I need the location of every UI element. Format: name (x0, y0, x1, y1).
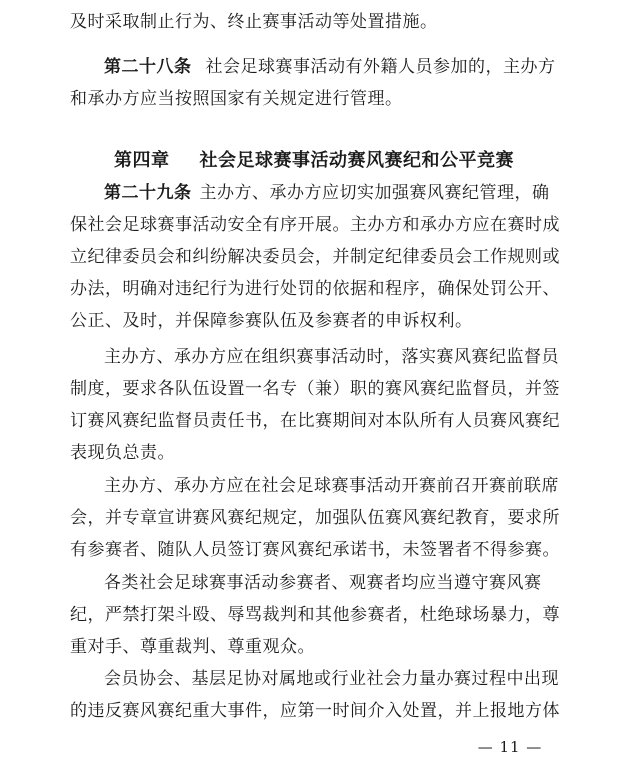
article-29-line-4: 办法，明确对违纪行为进行处罚的依据和程序，确保处罚公开、 (70, 279, 560, 299)
paragraph-2-line-3: 订赛风赛纪监督员责任书，在比赛期间对本队所有人员赛风赛纪 (70, 411, 560, 431)
paragraph-4-line-2: 纪，严禁打架斗殴、辱骂裁判和其他参赛者，杜绝球场暴力，尊 (70, 605, 560, 625)
paragraph-4-line-3: 重对手、尊重裁判、尊重观众。 (70, 637, 315, 657)
article-28-text-1: 社会足球赛事活动有外籍人员参加的，主办方 (205, 57, 556, 77)
chapter-number: 第四章 (114, 150, 170, 171)
article-29-text-1: 主办方、承办方应切实加强赛风赛纪管理，确 (199, 183, 550, 203)
article-29-line-5: 公正、及时，并保障参赛队伍及参赛者的申诉权利。 (70, 311, 473, 331)
paragraph-3-line-3: 有参赛者、随队人员签订赛风赛纪承诺书，未签署者不得参赛。 (70, 540, 560, 560)
article-29-line-3: 立纪律委员会和纠纷解决委员会，并制定纪律委员会工作规则或 (70, 247, 560, 267)
article-28-line-2: 和承办方应当按照国家有关规定进行管理。 (70, 89, 403, 109)
paragraph-3-line-1: 主办方、承办方应在社会足球赛事活动开赛前召开赛前联席 (104, 476, 559, 496)
article-28-label: 第二十八条 (104, 57, 192, 77)
paragraph-4-line-1: 各类社会足球赛事活动参赛者、观赛者均应当遵守赛风赛 (104, 573, 542, 593)
article-29-line-1 (104, 182, 560, 204)
page-number: — 11 — (477, 738, 543, 756)
chapter-title: 社会足球赛事活动赛风赛纪和公平竞赛 (199, 150, 514, 171)
article-27-tail: 及时采取制止行为、终止赛事活动等处置措施。 (70, 12, 438, 32)
chapter-heading (0, 150, 628, 172)
paragraph-2-line-2: 制度，要求各队伍设置一名专（兼）职的赛风赛纪监督员，并签 (70, 379, 560, 399)
paragraph-2-line-4: 表现负总责。 (70, 443, 175, 463)
article-29-line-2: 保社会足球赛事活动安全有序开展。主办方和承办方应在赛时成 (70, 215, 560, 235)
paragraph-2-line-1: 主办方、承办方应在组织赛事活动时，落实赛风赛纪监督员 (104, 347, 559, 367)
paragraph-3-line-2: 会，并专章宣讲赛风赛纪规定，加强队伍赛风赛纪教育，要求所 (70, 508, 560, 528)
paragraph-5-line-2: 的违反赛风赛纪重大事件，应第一时间介入处置，并上报地方体 (70, 701, 560, 721)
article-28-line-1 (104, 56, 560, 78)
paragraph-5-line-1: 会员协会、基层足协对属地或行业社会力量办赛过程中出现 (104, 669, 559, 689)
article-29-label: 第二十九条 (104, 183, 192, 203)
